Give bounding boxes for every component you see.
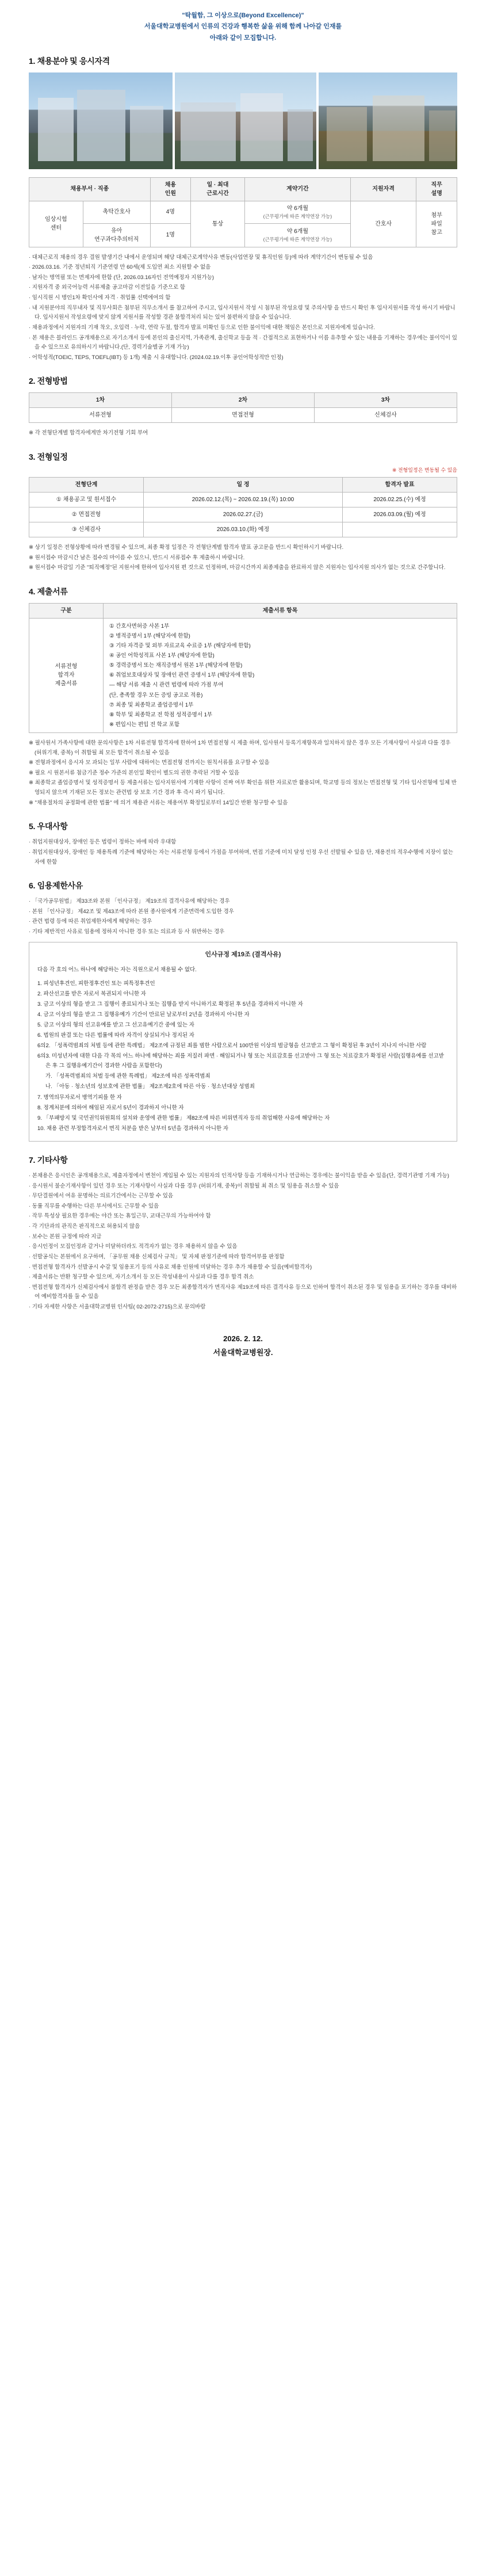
note-item: · 어학성적(TOEIC, TEPS, TOEFL(IBT) 등 1개) 제출 시 유대합니다. (2024.02.19.이후 공인어학성적만 인정) bbox=[29, 354, 284, 361]
note-item: · 2026.03.16. 기준 정년퇴직 기준연령 만 60세(제 도입연 최소 지원할 수 없음 bbox=[29, 264, 211, 271]
note-item: ※ 전형과정에서 응시자 모 과되는 일부 사람에 대하여는 면접전형 전까지는 원칙서류를 요구할 수 있음 bbox=[29, 760, 270, 766]
th-doc-type: 구분 bbox=[29, 603, 104, 618]
note-item: ※ 필사원서 가족사항에 대한 문의사항은 1차 서류전형 합격자에 한하여 1차 면접전형 시 제출 하며, 입사원서 등록기재항목과 일치하지 않은 경우 모든 기재사항이 사실과 다를 경우(허위기재, 중복) 이 취합될 최 모든 합격이 취소될 수 있음 bbox=[29, 739, 451, 756]
note-item: · 기타 제반적인 사유로 임용에 정하지 아니한 경우 또는 의료과 등 사 위반하는 경우 bbox=[29, 929, 225, 936]
doc-item: ⑤ 경력증명서 또는 재직증명서 원본 1부 (해당자에 한함) bbox=[109, 662, 243, 669]
rule-item: 7. 병역의무자로서 병역기피를 한 자 bbox=[37, 1094, 122, 1101]
th-announcement: 합격자 발표 bbox=[343, 478, 457, 493]
th-contract-period: 계약기간 bbox=[244, 177, 350, 201]
note-item: · 동률 직무를 수행하는 다른 부서에서도 근무할 수 있음 bbox=[29, 1203, 159, 1209]
documents-table-wrap bbox=[29, 603, 457, 733]
preference-notes bbox=[29, 838, 457, 867]
note-item: · 남자는 병역필 또는 면제자에 한함 (단, 2026.03.16자인 전역예정자 지원가능) bbox=[29, 274, 215, 281]
hero-line-3: 아래와 같이 모집합니다. bbox=[209, 34, 277, 41]
rule-item-list bbox=[37, 979, 449, 1134]
schedule-notes bbox=[29, 543, 457, 573]
section-title-schedule: 3. 전형일정 bbox=[29, 452, 68, 461]
cell-center-name: 임상시험 센터 bbox=[29, 201, 83, 247]
rule-item: 4. 금고 이상의 형을 받고 그 집행유예가 기간이 만료된 날로부터 2년을 경과하지 아니한 자 bbox=[37, 1011, 250, 1018]
table-row bbox=[29, 618, 457, 732]
th-stage-2: 2차 bbox=[172, 393, 315, 408]
th-dept-job: 채용부서 · 직종 bbox=[29, 177, 151, 201]
documents-table bbox=[29, 603, 457, 733]
cell-doc-items bbox=[104, 618, 457, 732]
posting-organization: 서울대학교병원장. bbox=[213, 1348, 273, 1357]
hospital-photo-1 bbox=[29, 72, 173, 169]
personnel-rule-box bbox=[29, 942, 457, 1142]
table-row bbox=[29, 201, 457, 223]
recruitment-table bbox=[29, 177, 457, 247]
cell-announce-application: 2026.02.25.(수) 예정 bbox=[343, 493, 457, 507]
table-header-row bbox=[29, 478, 457, 493]
th-headcount: 채용 인원 bbox=[150, 177, 191, 201]
note-item: · 본채용은 응시인은 공개채용으로, 제출자정에서 변천이 계입될 수 있는 지원자의 인적사항 등을 기재하시거나 연급하는 경우에는 불이익을 받을 수 있음(단, 경력기관명 기재 가능) bbox=[29, 1172, 449, 1179]
note-item: · 면접전형 합격자가 신체검사에서 불합격 판정을 받은 경우 모든 최종합격자가 면직사유 제19조에 따른 결격사유 등으로 인하여 합격이 취소된 경우 및 임용을 포기하는 경우를 대비하여 예비합격자를 둘 수 있음 bbox=[29, 1284, 457, 1300]
cell-date-interview: 2026.02.27.(금) bbox=[144, 507, 343, 522]
cell-stage-application: ① 채용공고 및 원서접수 bbox=[29, 493, 144, 507]
selection-method-table-wrap bbox=[29, 392, 457, 423]
hero-line-1: "탁월함, 그 이상으로(Beyond Excellence)" bbox=[182, 12, 304, 19]
cell-stage-medical: ③ 신체검사 bbox=[29, 522, 144, 537]
section-title-documents: 4. 제출서류 bbox=[29, 586, 68, 596]
note-item: ※ 원서접수 마감시간 남은 접수의 마이름 수 있으니, 반드시 서류접수 후 제출하시 바랍니다. bbox=[29, 554, 245, 561]
rule-box-title: 인사규정 제19조 (결격사유) bbox=[205, 951, 281, 958]
th-doc-items: 제출서류 항목 bbox=[104, 603, 457, 618]
note-item: · 임시직원 시 병인1차 확인사에 자격 · 취업률 선택에여의 함 bbox=[29, 295, 171, 301]
cell-headcount-2: 1명 bbox=[150, 223, 191, 247]
doc-item: ⑦ 최종 및 최종학교 졸업증명서 1부 bbox=[109, 701, 194, 708]
cell-contract-1: 약 6개월 (근무평가에 따른 계약연장 가능) bbox=[244, 201, 350, 223]
doc-item-sub: ※ 편입시는 편입 전 학교 포함 bbox=[109, 721, 180, 728]
cell-worktime: 통상 bbox=[191, 201, 245, 247]
section-title-disqualification: 6. 임용제한사유 bbox=[29, 881, 83, 891]
selection-method-notes bbox=[29, 429, 457, 438]
doc-item: ③ 기타 자격증 및 외부 자료교육 수료증 1부 (해당자에 한함) bbox=[109, 643, 251, 650]
note-item: · 대체근로직 채용의 경우 결원 발생기간 내에서 운영되며 해당 대체근로계약사유 변동(사업연장 및 휴직인원 등)에 따라 계약기간이 변동될 수 있음 bbox=[29, 254, 373, 261]
cell-date-medical: 2026.03.10.(화) 예정 bbox=[144, 522, 343, 537]
hospital-photo-3 bbox=[319, 72, 457, 169]
note-item: · 본원 「인사규정」 제42조 및 제43조에 따라 본원 종사원에게 기준면력에 도입한 경우 bbox=[29, 908, 234, 915]
th-stage-3: 3차 bbox=[315, 393, 457, 408]
note-item: · 「국가공무원법」 제33조와 본원 「인사규정」 제19조의 결격사유에 해당하는 경우 bbox=[29, 898, 230, 905]
hero-line-2: 서울대학교병원에서 인류의 건강과 행복한 삶을 위해 함께 나아갈 인재를 bbox=[144, 23, 342, 30]
note-item: ※ 필요 시 원본서류 첨금기준 정수 가준의 본인일 확인이 별도의 권한 추락된 거할 수 있음 bbox=[29, 769, 240, 776]
rule-box-intro: 다음 각 호의 어느 하나에 해당하는 자는 직원으로서 채용될 수 없다. bbox=[37, 967, 197, 974]
table-row bbox=[29, 493, 457, 507]
cell-headcount-1: 4명 bbox=[150, 201, 191, 223]
disqualification-notes bbox=[29, 897, 457, 937]
schedule-caption: ※ 전형일정은 변동될 수 있음 bbox=[392, 467, 457, 473]
doc-item: ② 병적증명서 1부 (해당자에 한함) bbox=[109, 632, 190, 639]
note-item: ※ 상기 일정은 전형상황에 따라 변경될 수 있으며, 최종 확정 일정은 각 전형단계별 합격자 발표 공고문을 반드시 확인하시기 바랍니다. bbox=[29, 544, 344, 551]
cell-stage-1: 서류전형 bbox=[29, 408, 172, 423]
cell-job-desc: 첨부 파일 참고 bbox=[416, 201, 457, 247]
document-item-list bbox=[108, 621, 454, 730]
cell-qualification: 간호사 bbox=[350, 201, 416, 247]
note-item: · 응시원서 불순기재사항이 있던 경우 또는 기재사항이 사실과 다를 경우 (허위기재, 중복)이 취합될 최 취소 및 임용을 취소할 수 있음 bbox=[29, 1182, 339, 1189]
th-job-desc: 직무 설명 bbox=[416, 177, 457, 201]
th-date: 일 정 bbox=[144, 478, 343, 493]
note-item: ※ 원서접수 마감일 기준 "퇴직예정"된 지원서에 한하여 입사지원 편 것으로 인정하며, 마감시간까지 최종제출을 완료하지 않은 지원자는 입사지원 의사가 없는 것으로 간주합니다. bbox=[29, 564, 446, 571]
cell-announce-interview: 2026.03.09.(월) 예정 bbox=[343, 507, 457, 522]
rule-item: 6의2. 「성폭력범죄의 처벌 등에 관한 특례법」 제2조에 규정된 죄를 범한 사람으로서 100만원 이상의 벌금형을 선고받고 그 형이 확정된 후 3년이 지나지 아니한 사람 bbox=[37, 1043, 427, 1050]
note-item: · 관련 법령 등에 따른 취업제한자에게 해당하는 경우 bbox=[29, 918, 152, 925]
th-stage-1: 1차 bbox=[29, 393, 172, 408]
table-row bbox=[29, 507, 457, 522]
th-stage: 전형단계 bbox=[29, 478, 144, 493]
rule-item-sub: 가. 「성폭력범죄의 처벌 등에 관한 특례법」 제2조에 따른 성폭력범죄 bbox=[45, 1073, 211, 1080]
table-header-row bbox=[29, 177, 457, 201]
schedule-table bbox=[29, 477, 457, 537]
posting-date: 2026. 2. 12. bbox=[223, 1334, 263, 1343]
rule-item-sub: 나. 「아동 · 청소년의 성보호에 관한 법률」 제2조제2호에 따른 아동 · 청소년대상 성범죄 bbox=[45, 1083, 255, 1090]
note-item: ※ 최종학교 졸업증명서 및 성적증명서 등 제출서류는 입사지원서에 기재한 사항이 진짜 여부 확인을 위한 자료로만 활용되며, 학교명 등의 정보는 면접전형 및 기타 입사전형에 일체 반영되지 않으며 기재된 모든 정보는 관련법 상 보호 기간 경과 후 즉시 파기 됩니다. bbox=[29, 780, 457, 796]
note-item: · 작무 특성상 필요한 경우에는 야간 또는 휴일근무, 교대근무의 가능하여야 함 bbox=[29, 1213, 211, 1220]
section-title-recruitment-field: 1. 채용분야 및 응시자격 bbox=[29, 56, 110, 66]
cell-contract-2: 약 6개월 (근무평가에 따른 계약연장 가능) bbox=[244, 223, 350, 247]
table-row bbox=[29, 408, 457, 423]
table-header-row bbox=[29, 393, 457, 408]
schedule-table-wrap bbox=[29, 477, 457, 537]
cell-job-1: 촉탁간호사 bbox=[83, 201, 150, 223]
note-item: · 기타 자세한 사항은 서울대학교병원 인사팀( 02-2072-2715)으로 문의바람 bbox=[29, 1304, 206, 1311]
note-item: · 취업지원대상자, 장애인 등은 법령이 정하는 바에 따라 우대함 bbox=[29, 839, 177, 846]
documents-notes bbox=[29, 739, 457, 808]
cell-date-application: 2026.02.12.(목) ~ 2026.02.19.(목) 10:00 bbox=[144, 493, 343, 507]
th-worktime: 일 · 최대 근로시간 bbox=[191, 177, 245, 201]
rule-item: 6의3. 미성년자에 대한 다음 각 목의 어느 하나에 해당하는 죄를 저질러 파면 · 해임되거나 형 또는 치료감호를 선고받아 그 형 또는 치료감호가 확정된 사람(집행유예를 선고받은 후 그 집행유예기간이 경과한 사람을 포함한다) bbox=[37, 1053, 444, 1070]
note-item: · 보수는 본원 규정에 따라 지급 bbox=[29, 1233, 102, 1240]
section-title-preference: 5. 우대사항 bbox=[29, 822, 68, 831]
table-header-row bbox=[29, 603, 457, 618]
cell-stage-3: 신체검사 bbox=[315, 408, 457, 423]
note-item: · 제출서류는 반환 청구할 수 있으며, 자기소개서 등 모든 작성내용이 사실과 다를 경우 합격 취소 bbox=[29, 1274, 254, 1281]
table-row bbox=[29, 522, 457, 537]
rule-item: 2. 파산선고를 받은 자로서 복권되지 아니한 자 bbox=[37, 990, 146, 997]
note-item: · 면접전형 합격자가 선발공시 수감 및 임용포기 등의 사유로 채용 인원에 미달하는 경우 추가 채용할 수 있음(예비합격자) bbox=[29, 1264, 312, 1270]
cell-stage-2: 면접전형 bbox=[172, 408, 315, 423]
doc-item-sub: (단, 총족할 경우 모든 증빙 공고로 적용) bbox=[109, 692, 203, 699]
posting-footer bbox=[29, 1332, 457, 1360]
doc-item: ① 간호사면허증 사본 1부 bbox=[109, 623, 170, 629]
doc-item: ④ 공인 어학성적표 사본 1부 (해당자에 한함) bbox=[109, 652, 215, 659]
note-item: · 채용과정에서 지원자의 기재 착오, 오입력 · 누락, 연락 두절, 합격자 발표 미확인 등으로 인한 불이익에 대한 책임은 본인으로 지원자에게 있습니다. bbox=[29, 324, 375, 331]
doc-item-sub: — 해당 서류 제출 시 관련 법령에 따라 가점 부여 bbox=[109, 682, 224, 689]
photo-strip bbox=[29, 72, 457, 169]
note-item: · 선발공식는 본원에서 요구하며, 「공무원 채용 신체검사 규칙」 및 자체 판정기준에 따라 합격여부를 판정함 bbox=[29, 1253, 285, 1260]
section-title-other: 7. 기타사항 bbox=[29, 1155, 68, 1165]
note-item: · 응시인정이 모집인정과 같거나 미달하더라도 적격자가 없는 경우 채용하지 않을 수 있음 bbox=[29, 1243, 238, 1250]
note-item: · 지원자격 중 외국어능력 서류제출 공고마감 이전일을 기준으로 함 bbox=[29, 284, 186, 291]
section-title-selection-method: 2. 전형방법 bbox=[29, 376, 68, 386]
rule-item: 3. 금고 이상의 형을 받고 그 집행이 종료되거나 또는 집행을 받지 아니하기로 확정된 후 5년을 경과하지 아니한 자 bbox=[37, 1001, 303, 1007]
selection-method-table bbox=[29, 392, 457, 423]
rule-item: 10. 채용 관련 부정합격자로서 면직 처분을 받은 날부터 5년을 경과하지 아니한 자 bbox=[37, 1125, 229, 1132]
rule-item: 9. 「부패방지 및 국민권익위원회의 설치와 운영에 관한 법률」 제82조에 따른 비위면직자 등의 취업해한 사유에 해당하는 자 bbox=[37, 1115, 330, 1121]
other-notes bbox=[29, 1171, 457, 1312]
note-item: · 무단결원에서 여유 문명하는 의료기간에서는 근무할 수 있음 bbox=[29, 1193, 174, 1200]
cell-job-2: 유아 연구과다추의터직 bbox=[83, 223, 150, 247]
note-item: ※ "채용절차의 공정화에 관한 법률" 에 의거 채용관 서류는 채용여부 확정일로부터 14일간 반환 청구할 수 있음 bbox=[29, 799, 288, 806]
note-item: · 내 지원분야의 직무내자 및 직무사회은 첨부된 직무소개서 를 참고하여 주시고, 입사지원서 작성 시 첨부된 작성요령 및 주의사항 을 반드시 확인 후 입사지원서를 작성 하시기 바랍니다. 입사지원서 작성요령에 맞지 않게 지원서를 작성할 경관 불합격처리 되는 있어 불편하지 않을 수 있습니다. bbox=[29, 304, 456, 321]
cell-announce-medical bbox=[343, 522, 457, 537]
rule-item: 8. 정계처분에 의하여 해임된 자로서 5년이 경과하지 아니한 자 bbox=[37, 1104, 184, 1111]
note-item: · 본 채용은 블라인드 공개채용으로 자기소개서 등에 본인의 출신지역, 가족관계, 출신학교 등을 적 · 간접적으로 표현하거나 이름 유추할 수 있는 내용을 기재하는 경우에는 불이익이 있을 수 있으므로 유의하시기 바랍니다.(단, 경력기술별공 기재 가능) bbox=[29, 334, 457, 351]
th-qualification: 지원자격 bbox=[350, 177, 416, 201]
doc-item: ⑥ 취업보호대상자 및 장애인 관련 증명서 1부 (해당자에 한함) bbox=[109, 672, 255, 679]
doc-item: ⑧ 학부 및 최종학교 전 학점 성적증명서 1부 bbox=[109, 711, 213, 718]
hero-header bbox=[0, 0, 486, 52]
hospital-photo-2 bbox=[175, 72, 316, 169]
note-item: · 각 기단과의 관직은 판직적으로 허용되지 않음 bbox=[29, 1223, 140, 1230]
recruitment-notes bbox=[29, 253, 457, 363]
note-item: · 취업지원대상자, 장애인 등 채용특례 기준에 해당하는 자는 서류전형 등에서 가점을 부여하며, 면접 기준에 미치 달성 인정 우선 선발될 수 있음 단, 채용전의 적우수행에 지장이 없는 자에 한함 bbox=[29, 849, 453, 865]
recruitment-table-wrap bbox=[29, 177, 457, 247]
rule-item: 1. 피성년후견인, 피한정후견인 또는 피특정후견인 bbox=[37, 980, 155, 987]
cell-stage-interview: ② 면접전형 bbox=[29, 507, 144, 522]
rule-item: 5. 금고 이상의 형의 선고유예를 받고 그 선고유예기간 중에 있는 자 bbox=[37, 1021, 194, 1028]
rule-item: 6. 법원의 판결 또는 다른 법률에 따라 자격이 상실되거나 정지된 자 bbox=[37, 1032, 194, 1039]
cell-doc-type: 서류전형 합격자 제출서류 bbox=[29, 618, 104, 732]
note-item: ※ 각 전형단계별 합격자에게만 차기전형 기회 부여 bbox=[29, 430, 148, 437]
